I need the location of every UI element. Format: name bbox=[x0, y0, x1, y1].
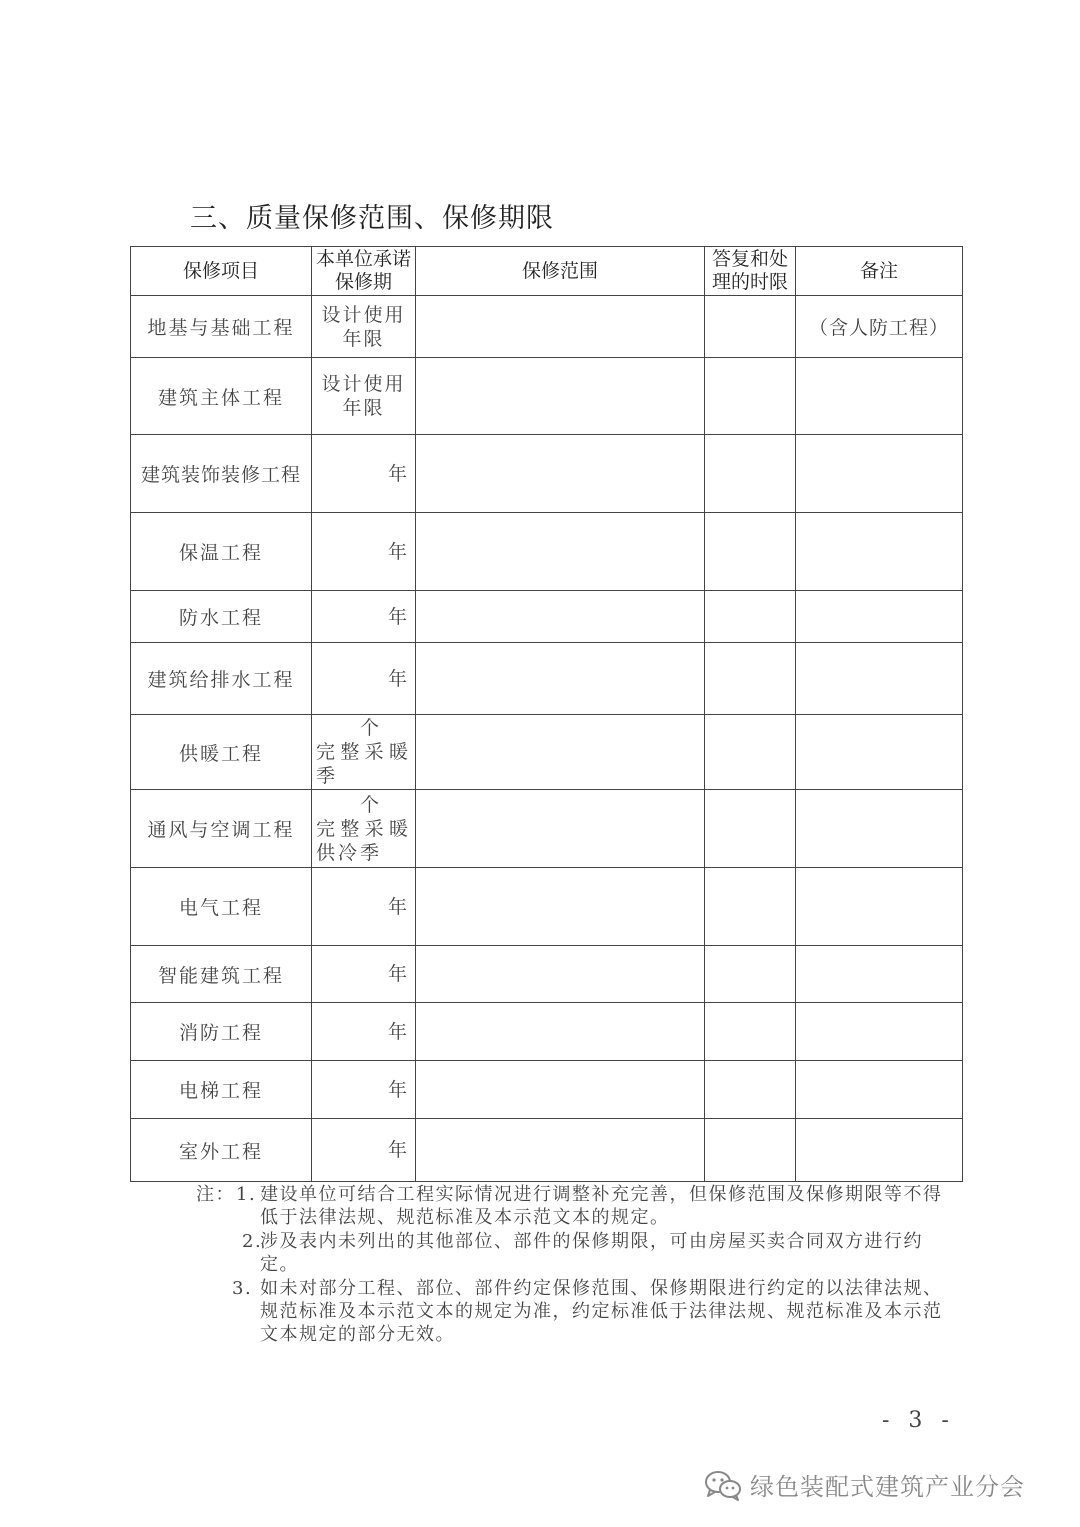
warranty-table bbox=[130, 246, 963, 1182]
row-period: 年 bbox=[312, 1061, 416, 1119]
row-response bbox=[705, 946, 796, 1003]
note-text: 涉及表内未列出的其他部位、部件的保修期限，可由房屋买卖合同双方进行约定。 bbox=[260, 1231, 923, 1275]
row-scope bbox=[416, 868, 705, 946]
row-remark bbox=[796, 591, 963, 643]
row-remark bbox=[796, 358, 963, 435]
notes-lead: 注： bbox=[196, 1184, 235, 1205]
watermark bbox=[704, 1467, 1025, 1502]
table-row bbox=[131, 358, 963, 435]
row-period: 设计使用年限 bbox=[312, 296, 416, 358]
row-response bbox=[705, 1119, 796, 1182]
note-number: 3. bbox=[232, 1278, 253, 1299]
note-text: 建设单位可结合工程实际情况进行调整补充完善，但保修范围及保修期限等不得低于法律法规、规范标准及本示范文本的规定。 bbox=[260, 1184, 943, 1228]
row-response bbox=[705, 591, 796, 643]
row-remark bbox=[796, 790, 963, 868]
row-remark bbox=[796, 1061, 963, 1119]
row-item: 建筑装饰装修工程 bbox=[131, 435, 312, 513]
row-item: 防水工程 bbox=[131, 591, 312, 643]
row-period: 年 bbox=[312, 1003, 416, 1061]
row-period: 年 bbox=[312, 1119, 416, 1182]
row-remark bbox=[796, 946, 963, 1003]
watermark-text: 绿色装配式建筑产业分会 bbox=[750, 1473, 1025, 1501]
header-period: 本单位承诺保修期 bbox=[312, 247, 416, 296]
row-scope bbox=[416, 296, 705, 358]
row-remark bbox=[796, 868, 963, 946]
row-scope bbox=[416, 1119, 705, 1182]
table-row bbox=[131, 513, 963, 591]
row-scope bbox=[416, 513, 705, 591]
row-item: 供暖工程 bbox=[131, 715, 312, 790]
row-remark bbox=[796, 435, 963, 513]
row-item: 建筑主体工程 bbox=[131, 358, 312, 435]
row-scope bbox=[416, 643, 705, 715]
row-scope bbox=[416, 591, 705, 643]
row-period: 年 bbox=[312, 946, 416, 1003]
header-remark: 备注 bbox=[796, 247, 963, 296]
note-text: 如未对部分工程、部位、部件约定保修范围、保修期限进行约定的以法律法规、规范标准及本示范文本的规定为准，约定标准低于法律法规、规范标准及本示范文本规定的部分无效。 bbox=[260, 1278, 943, 1345]
note-item bbox=[196, 1277, 956, 1346]
row-period: 个 完整采暖季 bbox=[312, 715, 416, 790]
header-scope: 保修范围 bbox=[416, 247, 705, 296]
row-period: 年 bbox=[312, 513, 416, 591]
table-row bbox=[131, 435, 963, 513]
row-response bbox=[705, 790, 796, 868]
row-item: 室外工程 bbox=[131, 1119, 312, 1182]
row-response bbox=[705, 643, 796, 715]
row-response bbox=[705, 513, 796, 591]
row-scope bbox=[416, 358, 705, 435]
row-response bbox=[705, 1061, 796, 1119]
table-row bbox=[131, 1003, 963, 1061]
notes bbox=[196, 1183, 956, 1346]
row-period: 设计使用年限 bbox=[312, 358, 416, 435]
row-response bbox=[705, 715, 796, 790]
row-response bbox=[705, 1003, 796, 1061]
table-row bbox=[131, 591, 963, 643]
row-item: 智能建筑工程 bbox=[131, 946, 312, 1003]
section-title: 三、质量保修范围、保修期限 bbox=[190, 203, 554, 234]
row-remark: （含人防工程） bbox=[796, 296, 963, 358]
row-item: 消防工程 bbox=[131, 1003, 312, 1061]
note-item bbox=[196, 1230, 956, 1276]
row-item: 保温工程 bbox=[131, 513, 312, 591]
note-number: 1. bbox=[236, 1184, 257, 1205]
row-response bbox=[705, 358, 796, 435]
row-remark bbox=[796, 643, 963, 715]
row-period: 年 bbox=[312, 868, 416, 946]
note-item bbox=[196, 1183, 956, 1229]
header-item: 保修项目 bbox=[131, 247, 312, 296]
row-scope bbox=[416, 1003, 705, 1061]
row-scope bbox=[416, 946, 705, 1003]
row-remark bbox=[796, 1003, 963, 1061]
row-period: 年 bbox=[312, 435, 416, 513]
row-period: 个 完整采暖供冷季 bbox=[312, 790, 416, 868]
note-number: 2. bbox=[242, 1231, 263, 1252]
row-response bbox=[705, 435, 796, 513]
page-number: - 3 - bbox=[882, 1408, 955, 1433]
table-row bbox=[131, 790, 963, 868]
row-item: 通风与空调工程 bbox=[131, 790, 312, 868]
row-period: 年 bbox=[312, 643, 416, 715]
table-row bbox=[131, 1119, 963, 1182]
row-scope bbox=[416, 435, 705, 513]
table-row bbox=[131, 296, 963, 358]
row-remark bbox=[796, 1119, 963, 1182]
table-row bbox=[131, 946, 963, 1003]
table-row bbox=[131, 868, 963, 946]
row-response bbox=[705, 296, 796, 358]
header-response: 答复和处理的时限 bbox=[705, 247, 796, 296]
row-remark bbox=[796, 715, 963, 790]
row-response bbox=[705, 868, 796, 946]
row-period: 年 bbox=[312, 591, 416, 643]
row-scope bbox=[416, 715, 705, 790]
row-scope bbox=[416, 790, 705, 868]
table-header-row bbox=[131, 247, 963, 296]
row-item: 电梯工程 bbox=[131, 1061, 312, 1119]
row-remark bbox=[796, 513, 963, 591]
table-row bbox=[131, 643, 963, 715]
row-scope bbox=[416, 1061, 705, 1119]
table-row bbox=[131, 715, 963, 790]
row-item: 电气工程 bbox=[131, 868, 312, 946]
wechat-icon bbox=[704, 1469, 742, 1501]
row-item: 地基与基础工程 bbox=[131, 296, 312, 358]
table-row bbox=[131, 1061, 963, 1119]
row-item: 建筑给排水工程 bbox=[131, 643, 312, 715]
